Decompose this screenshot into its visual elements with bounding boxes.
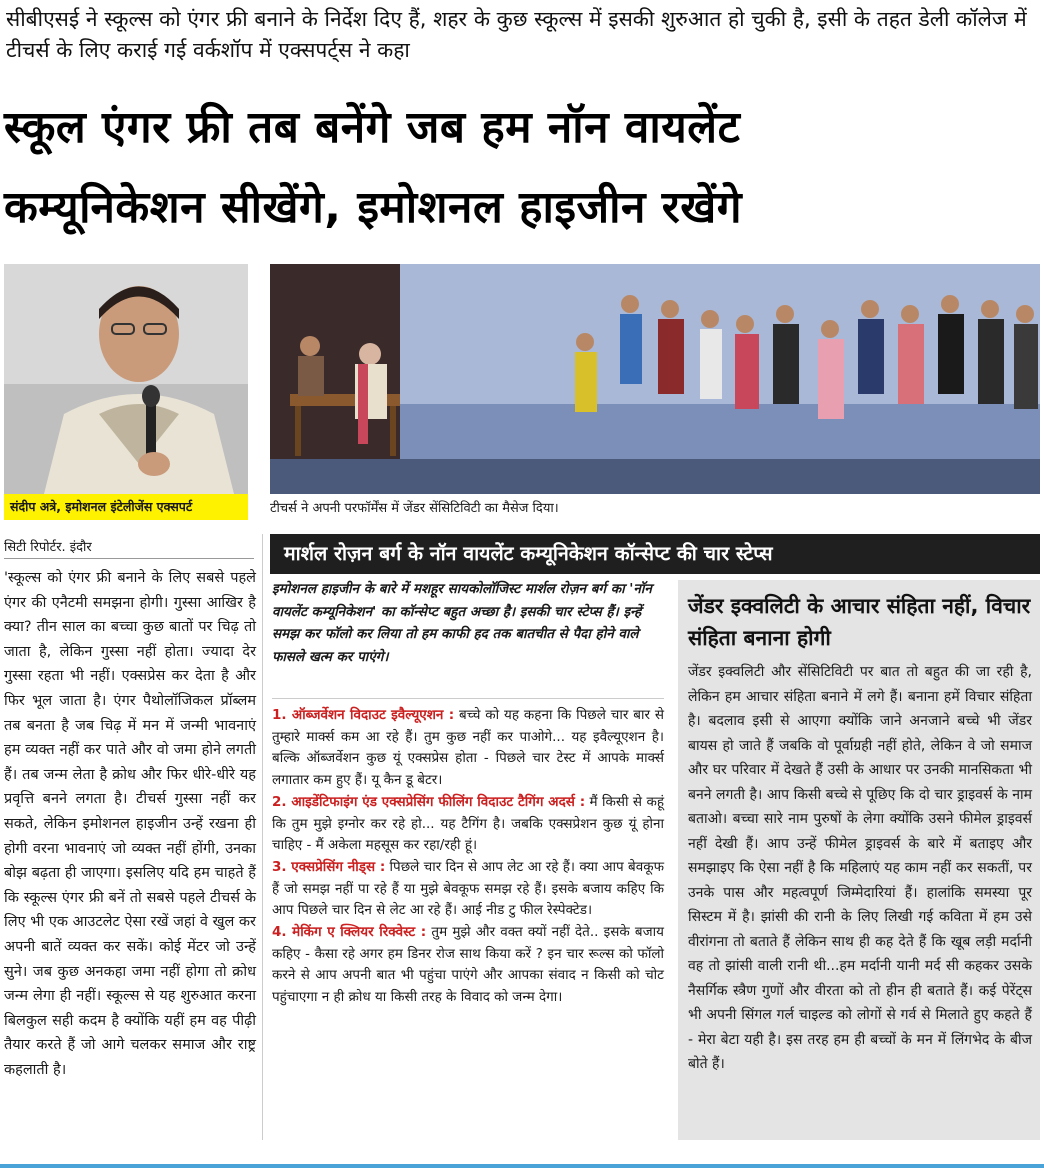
byline: सिटी रिपोर्टर. इंदौर bbox=[4, 538, 254, 559]
step-item bbox=[272, 705, 664, 792]
stage-illustration bbox=[270, 264, 1040, 494]
portrait-illustration bbox=[4, 264, 248, 494]
intro-divider bbox=[272, 698, 664, 699]
step-text: मैं किसी से कहूं कि तुम मुझे इग्नोर कर रहे हो... यह टैगिंग है। जबकि एक्सप्रेशन कुछ यूं होना चाहिए - मैं अकेला महसूस कर रहा/रही हूं। bbox=[272, 793, 664, 854]
step-text: बच्चे को यह कहना कि पिछले चार बार से तुम्हारे मार्क्स कम आ रहे हैं। तुम कुछ नहीं कर पाओगे... यह इवैल्यूएशन है। बल्कि ऑब्जर्वेशन कुछ यूं एक्सप्रेस होता - पिछले चार टेस्ट में आपके मार्क्स लगातार कम हुए हैं। यू कैन डू बेटर। bbox=[272, 707, 665, 789]
step-title: 3. एक्सप्रेसिंग नीड्स : bbox=[272, 858, 386, 875]
step-item bbox=[272, 857, 664, 922]
step-title: 1. ऑब्जर्वेशन विदाउट इवैल्यूएशन : bbox=[272, 707, 455, 723]
strapline: सीबीएसई ने स्कूल्स को एंगर फ्री बनाने के निर्देश दिए हैं, शहर के कुछ स्कूल्स में इसकी शुरुआत हो चुकी है, इसी के तहत डेली कॉलेज में टीचर्स के लिए कराई गई वर्कशॉप में एक्सपर्ट्स ने कहा bbox=[6, 7, 1027, 62]
step-text: तुम मुझे और वक्त क्यों नहीं देते.. इसके बजाय कहिए - कैसा रहे अगर हम डिनर रोज साथ किया करें ? इन चार रूल्स को फॉलो करने से आप अपनी बात भी पहुंचा पाएंगे और आपका संवाद न किसी को चोट पहुंचाएगा न ही क्रोध या किसी तरह के विवाद को जन्म देगा। bbox=[272, 924, 664, 1006]
stage-caption: टीचर्स ने अपनी परफॉर्मेंस में जेंडर सेंसिटिविटी का मैसेज दिया। bbox=[270, 501, 559, 516]
steps-intro: इमोशनल हाइजीन के बारे में मशहूर सायकोलॉजिस्ट मार्शल रोज़न बर्ग का 'नॉन वायलेंट कम्यूनिकेशन' का कॉन्सेप्ट बहुत अच्छा है। इसकी चार स्टेप्स हैं। इन्हें समझ कर फॉलो कर लिया तो हम काफी हद तक बातचीत से पैदा होने वाले फासले खत्म कर पाएंगे। bbox=[272, 581, 652, 665]
portrait-caption: संदीप अत्रे, इमोशनल इंटेलीजेंस एक्सपर्ट bbox=[4, 494, 248, 520]
step-text: पिछले चार दिन से आप लेट आ रहे हैं। क्या आप बेवकूफ हैं जो समझ नहीं पा रहे हैं या मुझे बेवकूफ समझ रहे हैं। इसके बजाय कहिए कि आप पिछले चार दिन से लेट आ रहे हैं। आई नीड टु फील रेस्पेक्टेड। bbox=[272, 858, 664, 919]
headline-line-1: स्कूल एंगर फ्री तब बनेंगे जब हम नॉन वायलेंट bbox=[4, 102, 741, 153]
step-title: 2. आइडेंटिफाइंग एंड एक्सप्रेसिंग फीलिंग विदाउट टैगिंग अदर्स : bbox=[272, 793, 586, 810]
step-item bbox=[272, 922, 664, 1009]
left-column-body: 'स्कूल्स को एंगर फ्री बनाने के लिए सबसे पहले एंगर की एनैटमी समझना होगी। गुस्सा आखिर है क्या? तीन साल का बच्चा कुछ बातों पर चिढ़ तो जाता है, लेकिन गुस्सा नहीं होता। ज्यादा देर गुस्सा रहता भी नहीं। एक्सप्रेस कर देता है और फिर भूल जाता है। एंगर पैथोलॉजिकल प्रॉब्लम तब बनता है जब चिढ़ में मन में जन्मी भावनाएं हम व्यक्त नहीं कर पाते और वो जमा होने लगती हैं। तब जन्म लेता है क्रोध और फिर धीरे-धीरे यह प्रवृत्ति बनने लगता है। टीचर्स गुस्सा नहीं कर सकते, लेकिन इमोशनल हाइजीन उन्हें रखना ही होगी वरना भावनाएं जो व्यक्त नहीं होंगी, उनका बोझ बढ़ता ही जाएगा। इसलिए यदि हम चाहते हैं कि स्कूल्स एंगर फ्री बनें तो सबसे पहले टीचर्स के लिए भी एक आउटलेट ऐसा रखें जहां वे खुल कर अपनी बातें व्यक्त कर सकें। कोई मेंटर जो उन्हें सुने। जब कुछ अनकहा जमा नहीं होगा तो क्रोध जन्म लेगा ही नहीं। स्कूल्स से यह शुरुआत करना बिलकुल सही कदम है क्योंकि यहीं हम वह पीढ़ी तैयार करते हैं जो आगे चलकर समाज और राष्ट्र कहलाती है। bbox=[4, 570, 256, 1078]
column-divider bbox=[262, 534, 263, 1140]
steps-section-title: मार्शल रोज़न बर्ग के नॉन वायलेंट कम्यूनिकेशन कॉन्सेप्ट की चार स्टेप्स bbox=[270, 534, 1040, 574]
headline-line-2: कम्यूनिकेशन सीखेंगे, इमोशनल हाइजीन रखेंगे bbox=[4, 182, 743, 233]
gender-box-heading: जेंडर इक्वलिटी के आचार संहिता नहीं, विचार संहिता बनाना होगी bbox=[688, 594, 1031, 650]
stage-photo bbox=[270, 264, 1040, 494]
gender-box-body: जेंडर इक्वलिटी और सेंसिटिविटी पर बात तो बहुत की जा रही है, लेकिन हम आचार संहिता बनाने में लगे हैं। बनाना हमें विचार संहिता है। बदलाव इसी से आएगा क्योंकि जाने अनजाने बच्चे भी जेंडर बायस हो जाते हैं जबकि वो पूर्वाग्रही नहीं होते, लेकिन वे जो समाज और घर परिवार में देखते हैं उसी के आधार पर उनकी मानसिकता भी बनने लगती है। आप किसी बच्चे से पूछिए कि दो चार ड्राइवर्स के नाम बताओ। बच्चा सारे नाम पुरुषों के लेगा क्योंकि उसने फीमेल ड्राइवर्स नहीं देखी हैं। आप उन्हें फीमेल ड्राइवर्स के बारे में बताइए और समझाइए कि ऐसा नहीं है कि महिलाएं यह काम नहीं कर सकतीं, पर उनके पास और महत्वपूर्ण जिम्मेदारियां हैं। हालांकि समस्या पूर सिस्टम में है। झांसी की रानी के लिए लिखी गई कविता में हम उसे वीरांगना तो बताते हैं लेकिन साथ ही कह देते हैं कि खूब लड़ी मर्दानी वह तो झांसी वाली रानी थी...हम मर्दानी यानी मर्द सी कहकर उसके नैसर्गिक स्त्रैण गुणों और वीरता को तो हीन ही बताते हैं। कई पेरेंट्स भी अपनी सिंगल गर्ल चाइल्ड को लोगों से गर्व से मिलाते हुए कहते हैं - मेरा बेटा यही है। इस तरह हम ही बच्चों के मन में लिंगभेद के बीज बोते हैं। bbox=[688, 664, 1032, 1072]
portrait-photo bbox=[4, 264, 248, 494]
bottom-rule bbox=[0, 1164, 1044, 1168]
steps-list bbox=[272, 705, 664, 1009]
step-title: 4. मेकिंग ए क्लियर रिक्वेस्ट : bbox=[272, 924, 427, 941]
step-item bbox=[272, 792, 664, 857]
